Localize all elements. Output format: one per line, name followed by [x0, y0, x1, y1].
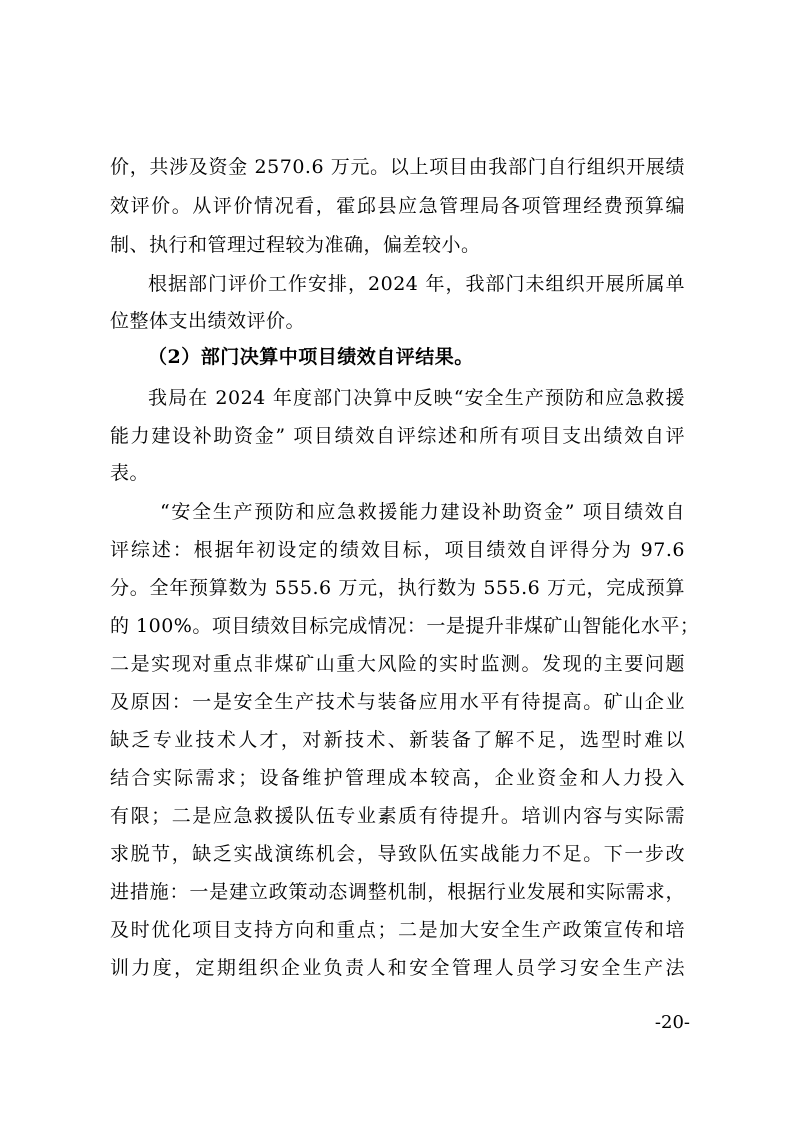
body-line-1: 价，共涉及资金 2570.6 万元。以上项目由我部门自行组织开展绩: [110, 156, 685, 178]
section-heading: （2）部门决算中项目绩效自评结果。: [148, 346, 474, 368]
paragraph-line-2: 位整体支出绩效评价。: [110, 310, 306, 332]
summary-line-6: 及原因：一是安全生产技术与装备应用水平有待提高。矿山企业: [110, 691, 685, 713]
summary-line-8: 结合实际需求；设备维护管理成本较高，企业资金和人力投入: [110, 767, 685, 789]
summary-line-7: 缺乏专业技术人才，对新技术、新装备了解不足，选型时难以: [110, 729, 685, 751]
summary-line-12: 及时优化项目支持方向和重点；二是加大安全生产政策宣传和培: [110, 919, 685, 941]
summary-line-10: 求脱节，缺乏实战演练机会，导致队伍实战能力不足。下一步改: [110, 843, 685, 865]
page-number: -20-: [654, 1012, 690, 1033]
body-line-5: 能力建设补助资金” 项目绩效自评综述和所有项目支出绩效自评: [110, 425, 685, 447]
paragraph-line-1: 根据部门评价工作安排，2024 年，我部门未组织开展所属单: [148, 273, 685, 295]
body-line-4: 我局在 2024 年度部门决算中反映“安全生产预防和应急救援: [148, 387, 685, 409]
summary-line-5: 二是实现对重点非煤矿山重大风险的实时监测。发现的主要问题: [110, 653, 685, 675]
body-line-2: 效评价。从评价情况看，霍邱县应急管理局各项管理经费预算编: [110, 195, 685, 217]
body-line-3: 制、执行和管理过程较为准确，偏差较小。: [110, 234, 481, 256]
summary-line-9: 有限；二是应急救援队伍专业素质有待提升。培训内容与实际需: [110, 805, 685, 827]
summary-line-3: 分。全年预算数为 555.6 万元，执行数为 555.6 万元，完成预算: [110, 577, 685, 599]
summary-line-2: 评综述：根据年初设定的绩效目标，项目绩效自评得分为 97.6: [110, 539, 685, 561]
summary-line-13: 训力度，定期组织企业负责人和安全管理人员学习安全生产法: [110, 957, 685, 979]
summary-line-4: 的 100%。项目绩效目标完成情况：一是提升非煤矿山智能化水平；: [110, 615, 700, 637]
body-line-6: 表。: [110, 462, 150, 484]
summary-line-11: 进措施：一是建立政策动态调整机制，根据行业发展和实际需求，: [110, 881, 685, 903]
summary-line-1: “安全生产预防和应急救援能力建设补助资金” 项目绩效自: [160, 501, 685, 523]
